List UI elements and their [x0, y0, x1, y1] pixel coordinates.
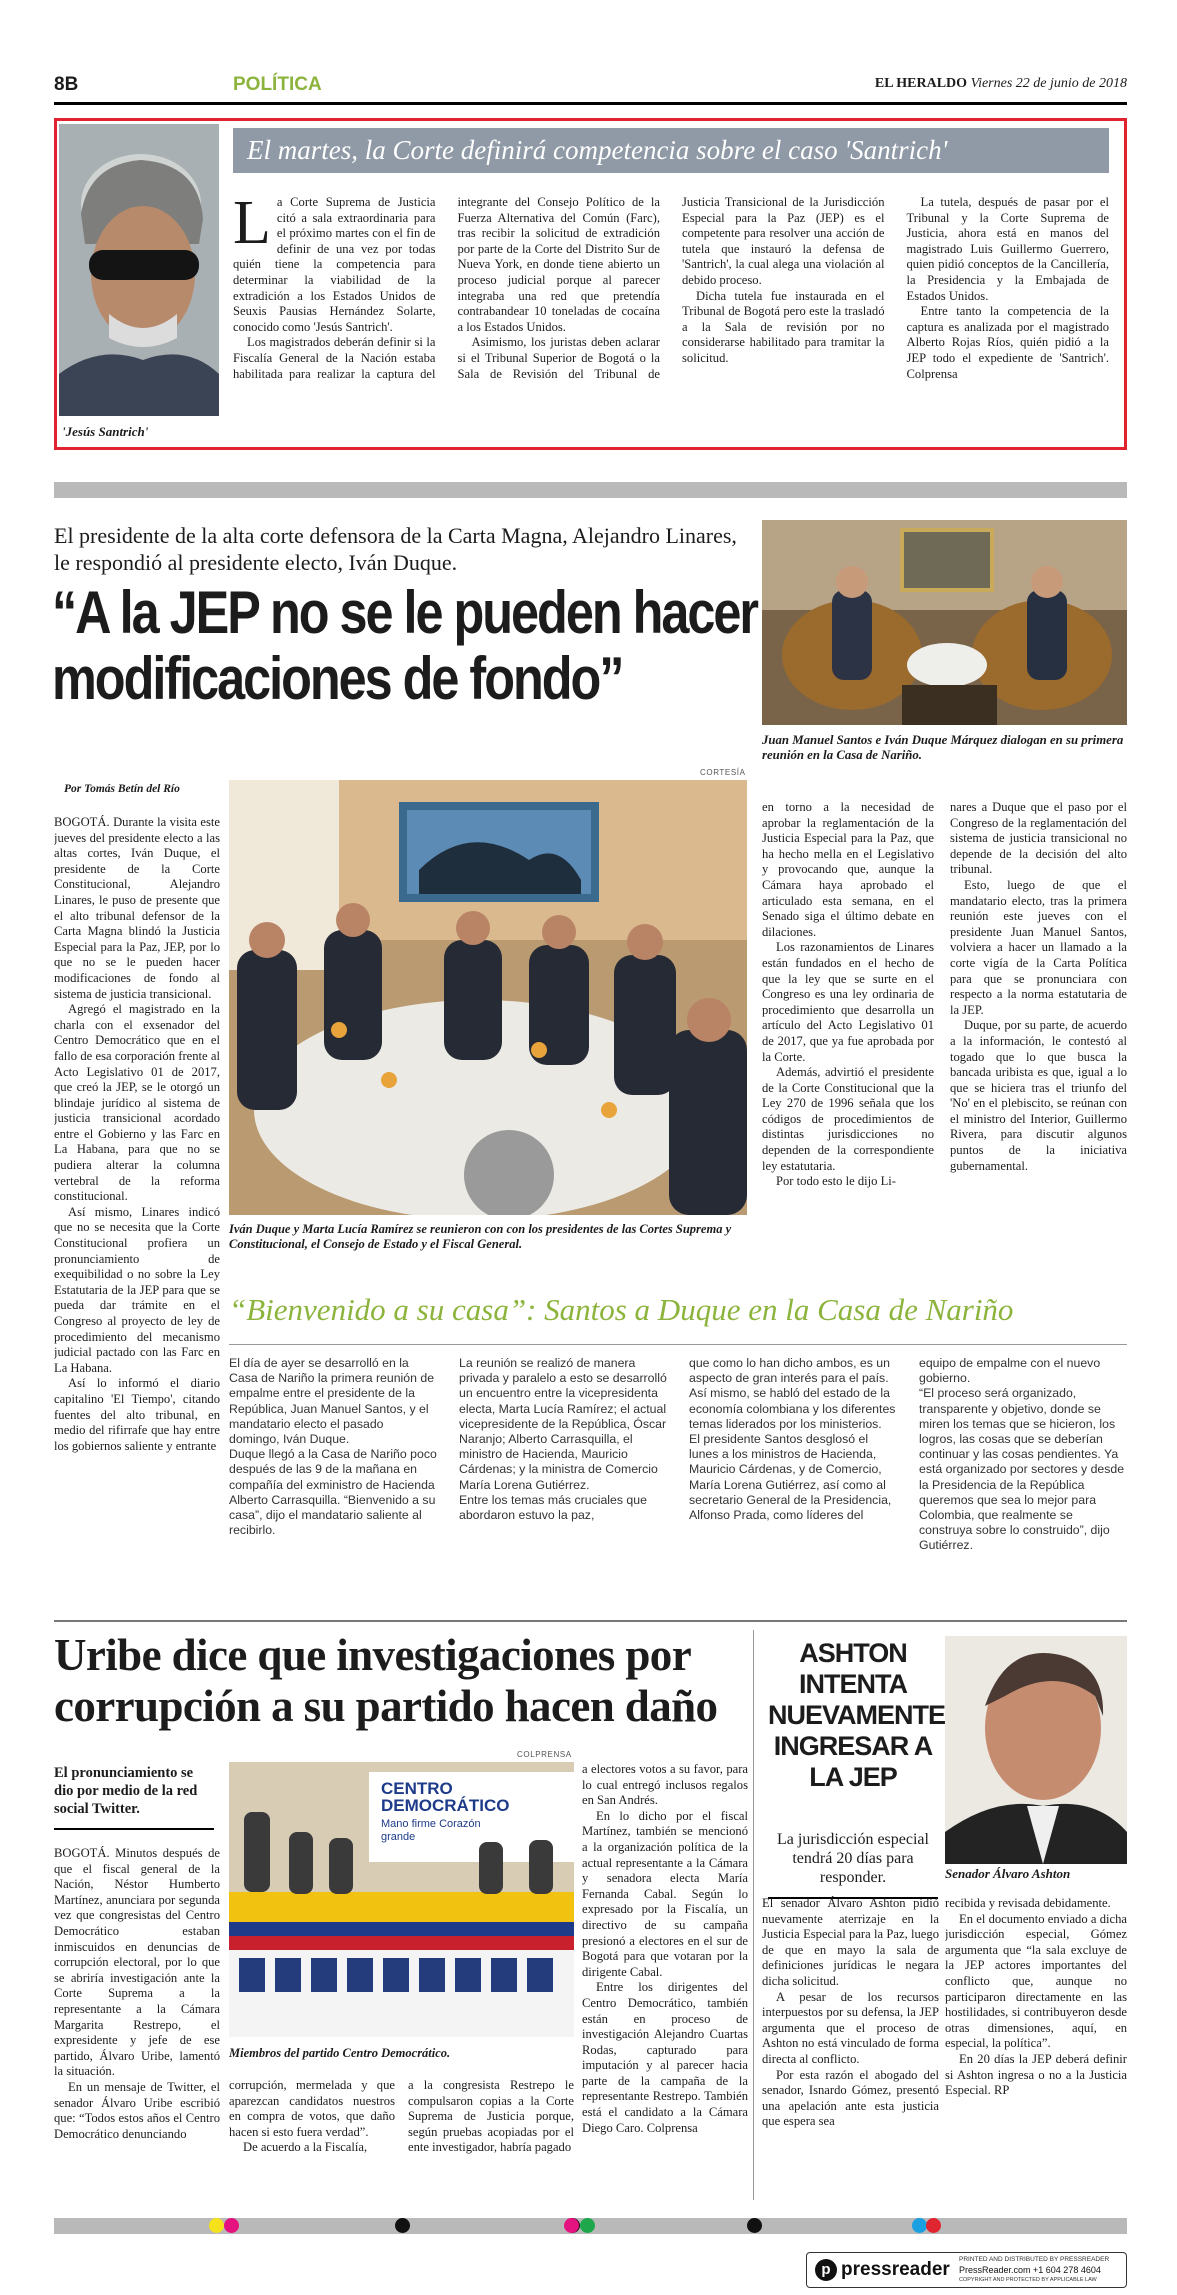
bienvenido-paragraph: “El proceso será organizado, transparente y objetivo, donde se miren los temas que se hicieron, los logros, las cosas que se deberían continuar y las cosas pendientes. Ya está organizado por sectores y desde la Presidencia de la República queremos que sea lo mejor para Colombia, que realmente se construya sobre lo construido”, dijo Gutiérrez.: [919, 1386, 1125, 1553]
jep-photo-credit: CORTESÍA: [700, 768, 746, 777]
jep-column-3: [950, 800, 1127, 1260]
page-number: 8B: [54, 74, 79, 95]
registration-dot-yellow: [209, 2218, 224, 2233]
jep-paragraph: Los razonamientos de Linares están fundados en el hecho de que la ley que se surte en el Congreso es una ley ordinaria de procedimiento que desarrolla un artículo del Acto Legislativo 01 de 2017, que ya fue aprobada por la Corte.: [762, 940, 934, 1064]
uribe-column-4: [582, 1762, 748, 2202]
centro-democratico-caption: Miembros del partido Centro Democrático.: [229, 2046, 451, 2060]
section-divider-bar: [54, 482, 1127, 498]
santrich-photo-caption: 'Jesús Santrich': [62, 424, 149, 439]
pressreader-line3: COPYRIGHT AND PROTECTED BY APPLICABLE LAW: [959, 2277, 1097, 2283]
issue-date: Viernes 22 de junio de 2018: [970, 76, 1127, 91]
uribe-headline: Uribe dice que investigaciones por corrupción a su partido hacen daño: [54, 1630, 718, 1731]
uribe-paragraph: En lo dicho por el fiscal Martínez, también se mencionó a la organización política de la actual representante a la Cámara y senadora electa María Fernanda Cabal. Según lo expresado por la Fiscalía, un directivo de su campaña presionó a electores en el sur de Bogotá para que votaran por la dirigente Cabal.: [582, 1808, 748, 1979]
registration-dot-black: [395, 2218, 410, 2233]
uribe-column-1: [54, 1846, 220, 2204]
bienvenido-rule: [229, 1344, 1127, 1345]
jep-paragraph: nares a Duque que el paso por el Congreso de la reglamentación del sistema de justicia transicional no depende de la decisión del alto tribunal.: [950, 800, 1127, 877]
jep-paragraph: Agregó el magistrado en la charla con el exsenador del Centro Democrático que en el fallo de esa corporación frente al Acto Legislativo 01 de 2017, que creó la JEP, se le otorgó un blindaje jurídico al sistema de justicia transicional acordado entre el Gobierno y las Farc en La Habana, para que no se pudiera alterar la columna vertebral de la reforma constitucional.: [54, 1002, 220, 1204]
banner-title: CENTRO DEMOCRÁTICO: [381, 1779, 510, 1815]
bienvenido-paragraph: La reunión se realizó de manera privada y paralelo a esto se desarrolló un encuentro entre la vicepresidenta electa, Marta Lucía Ramírez; el actual vicepresidente de la República, Óscar Naranjo; Alberto Carrasquilla, el ministro de Hacienda, Mauricio Cárdenas; y la ministra de Comercio María Lorena Gutiérrez.: [459, 1356, 667, 1492]
masthead-line: [875, 76, 1127, 92]
pressreader-brand: pressreader: [841, 2259, 950, 2280]
uribe-column-2: [229, 2078, 395, 2202]
registration-dot-green: [580, 2218, 595, 2233]
bienvenido-paragraph: Duque llegó a la Casa de Nariño poco después de las 9 de la mañana en compañía del exministro de Hacienda Alberto Carrasquilla. “Bienvenido a su casa”, dijo el mandatario saliente al recibirlo.: [229, 1447, 437, 1538]
registration-dot-black: [747, 2218, 762, 2233]
ashton-photo-caption: Senador Álvaro Ashton: [945, 1866, 1071, 1881]
uribe-paragraph: corrupción, mermelada y que aparezcan candidatos nuestros en compra de votos, que daño hacen si esto fuera verdad”.: [229, 2078, 395, 2139]
uribe-paragraph: Entre los dirigentes del Centro Democrático, también están en proceso de investigación Alejandro Cuartas Rodas, capturado para imputación y al parecer hacia parte de la campaña de la representante Restrepo. También está el candidato a la Cámara Diego Caro. Colprensa: [582, 1980, 748, 2135]
meeting-image: [762, 520, 1127, 725]
ashton-paragraph: recibida y revisada debidamente.: [945, 1896, 1111, 1910]
santos-duque-photo: [762, 520, 1127, 725]
bienvenido-body: [229, 1356, 1127, 1596]
bienvenido-paragraph: El día de ayer se desarrolló en la Casa de Nariño la primera reunión de empalme entre el presidente de la República, Juan Manuel Santos, y el mandatario electo el pasado domingo, Iván Duque.: [229, 1356, 435, 1447]
bienvenido-column-2: [459, 1356, 667, 1596]
ashton-headline: ASHTON INTENTA NUEVAMENTE INGRESAR A LA JEP: [768, 1638, 946, 1792]
uribe-paragraph: De acuerdo a la Fiscalía,: [243, 2140, 368, 2155]
ashton-photo: [945, 1636, 1127, 1864]
santrich-photo: [59, 124, 219, 416]
portrait-image: [59, 124, 219, 416]
santos-duque-caption: Juan Manuel Santos e Iván Duque Márquez dialogan en su primera reunión en la Casa de Nariño.: [762, 733, 1124, 762]
uribe-paragraph: BOGOTÁ. Minutos después de que el fiscal general de la Nación, Néstor Humberto Martínez, anunciara por segunda vez que congresistas del Centro Democrático estaban inmiscuidos en denuncias de corrupción electoral, por lo que se abriría investigación ante la Corte Suprema a la representante a la Cámara Margarita Restrepo, el expresidente y jefe de ese partido, Álvaro Uribe, lamentó la situación.: [54, 1846, 220, 2079]
registration-dot-red: [926, 2218, 941, 2233]
santrich-paragraph: Asimismo, los juristas deben aclarar si el Tribunal Superior de Bogotá o la Sala de Revisión del Tribunal de Justicia Transicional de la Jurisdicción Especial para la Paz (JEP) es el competente para resolver una acción de tutela que instauró la defensa de 'Santrich', la cual alega una violación al debido proceso.: [457, 195, 885, 381]
pressreader-logo-icon: p: [815, 2259, 837, 2281]
paper-name: EL HERALDO: [874, 76, 968, 91]
santrich-lead-text: a Corte Suprema de Justicia citó a sala extraordinaria para el próximo martes con el fin de definir de una vez por todas quién tiene la competencia para determinar la viabilidad de la extradición a los Estados Unidos de Seuxis Pausias Hernández Solarte, conocido como 'Jesús Santrich'.: [233, 195, 436, 334]
section-label: POLÍTICA: [233, 74, 322, 95]
pressreader-line1: PRINTED AND DISTRIBUTED BY PRESSREADER: [959, 2256, 1110, 2263]
santrich-paragraph: Los magistrados deberán definir si la Fiscalía General de la Nación estaba habilitada para realizar la captura del integrante del Consejo Político de la Fuerza Alternativa del Común (Farc), tras recibir la solicitud de extradición por parte de la Corte del Distrito Sur de Nueva York, en donde tiene abierto un proceso judicial porque al parecer integraba una red que pretendía contrabandear 10 toneladas de cocaína a los Estados Unidos.: [233, 195, 660, 381]
header-rule: [54, 102, 1127, 105]
jep-paragraph: Por todo esto le dijo Li-: [776, 1174, 896, 1189]
bienvenido-paragraph: El presidente Santos desglosó el lunes a los ministros de Hacienda, Mauricio Cárdenas, y de Comercio, María Lorena Gutiérrez, así como al secretario General de la Presidencia, Alfonso Prada, como líderes del: [689, 1432, 892, 1523]
santrich-headline: El martes, la Corte definirá competencia sobre el caso 'Santrich': [233, 128, 1109, 173]
ashton-paragraph: A pesar de los recursos interpuestos por su defensa, la JEP argumenta que el proceso de Ashton no está vinculado de forma directa al conflicto.: [762, 1989, 939, 2066]
drop-cap: L: [233, 195, 271, 257]
jep-paragraph: Además, advirtió el presidente de la Corte Constitucional que la Ley 270 de 1996 señala que los códigos de procedimientos de distintas jurisdicciones no dependen de la correspondiente ley estatutaria.: [762, 1065, 934, 1173]
uribe-paragraph: a electores votos a su favor, para lo cual entregó inclusos regalos en San Andrés.: [582, 1762, 748, 1808]
ashton-paragraph: En el documento enviado a dicha jurisdicción especial, Gómez argumenta que “la sala excluye de la JEP actores importantes del conflicto que, aunque no participaron directamente en las hostilidades, si contribuyeron desde otras dimensiones, aquí, en especial, la política”.: [945, 1911, 1127, 2051]
bienvenido-paragraph: Entre los temas más cruciales que abordaron estuvo la paz,: [459, 1492, 647, 1523]
jep-byline: Por Tomás Betín del Río: [64, 783, 180, 795]
ashton-paragraph: En 20 días la JEP deberá definir si Ashton ingresa o no a la Justicia Especial. RP: [945, 2051, 1127, 2098]
ashton-column-1: [762, 1896, 939, 2202]
bienvenido-column-1: [229, 1356, 437, 1596]
ashton-deck: La jurisdicción especial tendrá 20 días para responder.: [768, 1830, 938, 1899]
jep-headline: “A la JEP no se le pueden hacer modificaciones de fondo”: [52, 579, 758, 712]
centro-democratico-photo: [229, 1762, 574, 2037]
santrich-paragraph: [233, 195, 436, 335]
bienvenido-column-3: [689, 1356, 897, 1596]
registration-dot-magenta: [564, 2218, 579, 2233]
courts-meeting-photo: [229, 780, 747, 1215]
banner-slogan: Mano firme Corazón grande: [381, 1818, 481, 1843]
round-table-image: [229, 780, 747, 1215]
santrich-paragraph: Entre tanto la competencia de la captura es analizada por el magistrado Alberto Rojas Ríos, quién pidió a la JEP todo el expediente de 'Santrich'. Colprensa: [906, 304, 1109, 381]
registration-dot-magenta: [224, 2218, 239, 2233]
bienvenido-headline: “Bienvenido a su casa”: Santos a Duque en la Casa de Nariño: [229, 1292, 1014, 1327]
jep-deck: El presidente de la alta corte defensora de la Carta Magna, Alejandro Linares, le respondió al presidente electo, Iván Duque.: [54, 523, 737, 575]
pressreader-line2: PressReader.com +1 604 278 4604: [959, 2265, 1101, 2275]
pressreader-badge[interactable]: [806, 2252, 1127, 2288]
uribe-photo-credit: COLPRENSA: [517, 1750, 572, 1759]
jep-column-1: [54, 815, 220, 1590]
jep-paragraph: Duque, por su parte, de acuerdo a la información, le contestó al togado que lo que busca la bancada uribista es que, igual a lo que se hiciera tras el triunfo del 'No' en el plebiscito, se reúnan con el ministro del Interior, Guillermo Rivera, para discutir algunos puntos de la iniciativa gubernamental.: [950, 1018, 1127, 1173]
uribe-paragraph: a la congresista Restrepo le compulsaron copias a la Corte Suprema de Justicia porque, según pruebas acopiadas por el ente investigador, habría pagado: [408, 2078, 574, 2155]
uribe-deck: El pronunciamiento se dio por medio de la red social Twitter.: [54, 1764, 214, 1830]
registration-dot-cyan: [912, 2218, 927, 2233]
jep-paragraph: en torno a la necesidad de aprobar la reglamentación de la Justicia Especial para la Paz, que ha hecho mella en el Legislativo y provocando que, aunque la Cámara haya aprobado el articulado esta semana, en el Senado siga el último debate en dilaciones.: [762, 800, 934, 939]
lower-section-rule: [54, 1620, 1127, 1622]
bienvenido-paragraph: equipo de empalme con el nuevo gobierno.: [919, 1356, 1101, 1386]
jep-paragraph: BOGOTÁ. Durante la visita este jueves del presidente electo a las altas cortes, Iván Duque, el presidente de la Corte Constitucional, Alejandro Linares, le puso de presente que el alto tribunal defensor de la Carta Magna blindó la Justicia Especial para la Paz, JEP, por lo que no se le pueden hacer modificaciones de fondo al sistema de justicia transicional.: [54, 815, 220, 1001]
jep-paragraph: Así lo informó el diario capitalino 'El Tiempo', citando fuentes del alto tribunal, en medio del rifirrafe que hay entre los gobiernos saliente y entrante: [54, 1376, 220, 1453]
santrich-paragraph: La tutela, después de pasar por el Tribunal y la Corte Suprema de Justicia, ahora está en manos del magistrado Luis Guillermo Guerrero, quien pidió conceptos de la Cancillería, la Presidencia y la Embajada de Estados Unidos.: [906, 195, 1109, 303]
uribe-paragraph: En un mensaje de Twitter, el senador Álvaro Uribe escribió que: “Todos estos años el Centro Democrático denunciando: [54, 2079, 220, 2141]
uribe-column-3: [408, 2078, 574, 2202]
bienvenido-paragraph: que como lo han dicho ambos, es un aspecto de gran interés para el país. Así mismo, se habló del estado de la economía colombiana y los diferentes temas liderados por los ministerios.: [689, 1356, 896, 1431]
ashton-paragraph: El senador Álvaro Ashton pidió nuevamente aterrizaje en la Justicia Especial para la Paz, luego de que en mayo la sala de definiciones jurídicas le negara dicha solicitud.: [762, 1896, 939, 1988]
courts-meeting-caption: Iván Duque y Marta Lucía Ramírez se reunieron con con los presidentes de las Cortes Suprema y Constitucional, el Consejo de Estado y el Fiscal General.: [229, 1222, 732, 1251]
santrich-paragraph: Dicha tutela fue instaurada en el Tribunal de Bogotá pero este la trasladó a la Sala de revisión por no considerarse habilitado para tramitar la solicitud.: [682, 288, 885, 365]
ashton-paragraph: Por esta razón el abogado del senador, Isnardo Gómez, presentó una apelación ante esta justicia que espera sea: [762, 2067, 939, 2129]
jep-paragraph: Así mismo, Linares indicó que no se necesita que la Corte Constitucional profiera un pronunciamiento de exequibilidad o no sobre la Ley Estatutaria de la JEP para que se pueda dar trámite en el Congreso al proyecto de ley de procedimiento del mecanismo judicial pactado con las Farc en La Habana.: [54, 1204, 220, 1375]
ashton-portrait-image: [945, 1636, 1127, 1864]
jep-column-2: [762, 800, 934, 1260]
jep-paragraph: Esto, luego de que el mandatario electo, tras la primera reunión este jueves con el presidente Juan Manuel Santos, volviera a hacer un llamado a la corte vigía de la Carta Política para que se pronunciara con respecto a la norma estatutaria de la JEP.: [950, 877, 1127, 1017]
santrich-article: [233, 195, 1109, 420]
ashton-column-2: [945, 1896, 1127, 2202]
bienvenido-column-4: [919, 1356, 1127, 1596]
